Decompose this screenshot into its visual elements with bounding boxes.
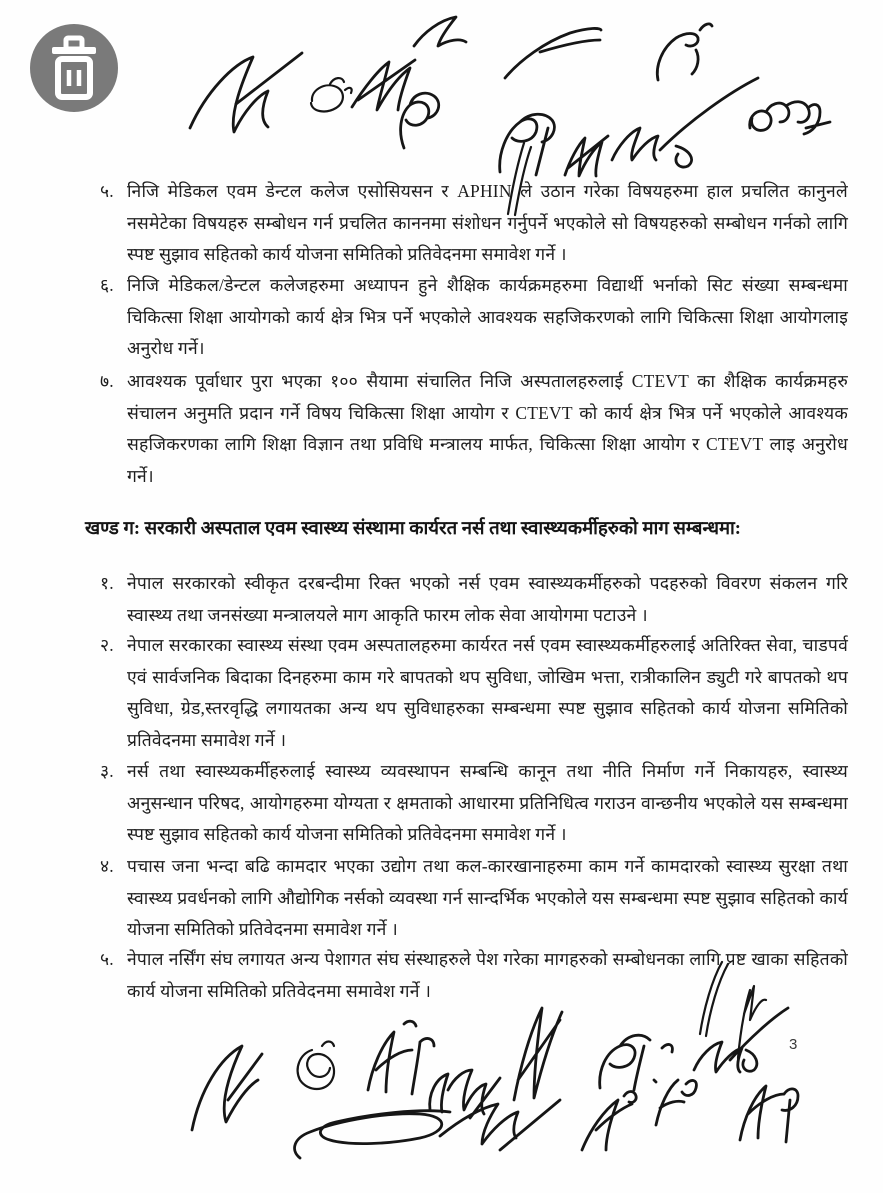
signature-mark: [500, 114, 555, 175]
item-marker: १.: [100, 573, 114, 593]
delete-button[interactable]: [30, 24, 118, 112]
signature-mark: [414, 17, 466, 46]
signature-mark: [311, 78, 352, 111]
signature-mark: [236, 53, 302, 104]
signature-mark: [192, 1046, 262, 1130]
signature-mark: [694, 1008, 788, 1072]
signature-mark: [295, 1100, 560, 1158]
item-text: नेपाल सरकारका स्वास्थ्य संस्था एवम अस्पतालहरुमा कार्यरत नर्स एवम स्वास्थ्यकर्मीहरुलाई अतिरिक्त सेवा, चाडपर्व एवं सार्वजनिक बिदाका दिनहरुमा काम गरे बापतको थप सुविधा, जोखिम भत्ता, रात्रीकालिन ड्युटी गरे बापतको थप सुविधा, ग्रेड,स्तरवृद्धि लगायतका अन्य थप सुविधाहरुका सम्बन्धमा स्पष्ट सुझाव सहितको कार्य योजना समितिको प्रतिवेदनमा समावेश गर्ने ।: [127, 635, 848, 750]
item-text: निजि मेडिकल एवम डेन्टल कलेज एसोसियसन र APHIN ले उठान गरेका विषयहरुमा हाल प्रचलित कानुनले नसमेटेका विषयहरु सम्बोधन गर्न प्रचलित काननमा संशोधन गर्नुपर्ने भएकोले सो विषयहरुको सम्बोधन गर्नको लागि स्पष्ट सुझाव सहितको कार्य योजना समितिको प्रतिवेदनमा समावेश गर्ने ।: [127, 181, 848, 265]
signature-mark: [740, 1086, 798, 1142]
list-item-b3: [100, 756, 848, 851]
item-marker: ४.: [100, 856, 114, 876]
signature-mark: [368, 1021, 434, 1094]
trash-icon: [30, 24, 118, 112]
item-text: नेपाल नर्सिंग संघ लगायत अन्य पेशागत संघ संस्थाहरुले पेश गरेका मागहरुको सम्बोधनका लागि प्रष्ट खाका सहितको कार्य योजना समितिको प्रतिवेदनमा समावेश गर्ने ।: [127, 949, 848, 1001]
list-item-a5: [100, 176, 848, 271]
section-heading: खण्ड ग: सरकारी अस्पताल एवम स्वास्थ्य संस्थामा कार्यरत नर्स तथा स्वास्थ्यकर्मीहरुको माग सम्बन्धमा:: [85, 519, 741, 539]
item-marker: ७.: [100, 371, 114, 391]
item-marker: २.: [100, 635, 114, 655]
signature-mark: [430, 1070, 500, 1118]
signature-mark: [600, 1035, 673, 1090]
signature-mark: [656, 1080, 696, 1125]
signature-mark: [352, 60, 415, 110]
list-item-b2: [100, 630, 848, 756]
signature-mark: [298, 1042, 334, 1090]
signature-mark: [505, 28, 601, 78]
item-text: आवश्यक पूर्वाधार पुरा भएका १०० सैयामा संचालित निजि अस्पतालहरुलाई CTEVT का शैक्षिक कार्यक्रमहरु संचालन अनुमति प्रदान गर्ने विषय चिकित्सा शिक्षा आयोग र CTEVT को कार्य क्षेत्र भित्र पर्ने भएकोले आवश्यक सहजिकरणका लागि शिक्षा विज्ञान तथा प्रविधि मन्त्रालय मार्फत, चिकित्सा शिक्षा आयोग र CTEVT लाइ अनुरोध गर्ने।: [127, 371, 848, 486]
signature-mark: [565, 136, 608, 176]
list-item-b1: [100, 568, 848, 631]
item-text: पचास जना भन्दा बढि कामदार भएका उद्योग तथा कल-कारखानाहरुमा काम गर्ने कामदारको स्वास्थ्य सुरक्षा तथा स्वास्थ्य प्रवर्धनको लागि औद्योगिक नर्सको व्यवस्था गर्न सान्दर्भिक भएकोले यस सम्बन्धमा स्पष्ट सुझाव सहितको कार्य योजना समितिको प्रतिवेदनमा समावेश गर्ने ।: [127, 856, 848, 940]
signature-mark: [612, 78, 758, 167]
item-text: निजि मेडिकल/डेन्टल कलेजहरुमा अध्यापन हुने शैक्षिक कार्यक्रमहरुमा विद्यार्थी भर्नाको सिट संख्या सम्बन्धमा चिकित्सा शिक्षा आयोगको कार्य क्षेत्र भित्र पर्ने भएकोले आवश्यक सहजिकरणको लागि चिकित्सा शिक्षा आयोगलाइ अनुरोध गर्ने।: [127, 275, 848, 359]
signature-mark: [750, 102, 830, 134]
item-text: नर्स तथा स्वास्थ्यकर्मीहरुलाई स्वास्थ्य व्यवस्थापन सम्बन्धि कानून तथा नीति निर्माण गर्ने निकायहरु, स्वास्थ्य अनुसन्धान परिषद, आयोगहरुमा योग्यता र क्षमताको आधारमा प्रतिनिधित्व गराउन वान्छनीय भएकोले यस सम्बन्धमा स्पष्ट सुझाव सहितको कार्य योजना समितिको प्रतिवेदनमा समावेश गर्ने ।: [127, 761, 848, 845]
list-item-a7: [100, 366, 848, 492]
signature-mark: [514, 1008, 562, 1100]
list-item-b4: [100, 851, 848, 946]
signature-mark: [190, 57, 268, 132]
item-marker: ५.: [100, 949, 114, 969]
list-item-a6: [100, 270, 848, 365]
item-marker: ६.: [100, 275, 114, 295]
item-marker: ५.: [100, 181, 114, 201]
page-number: 3: [789, 1036, 798, 1053]
signature-mark: [401, 93, 439, 148]
signature-mark: [657, 24, 712, 80]
list-item-b5: [100, 944, 848, 1007]
item-text: नेपाल सरकारको स्वीकृत दरबन्दीमा रिक्त भएको नर्स एवम स्वास्थ्यकर्मीहरुको पदहरुको विवरण संकलन गरि स्वास्थ्य तथा जनसंख्या मन्त्रालयले माग आकृति फारम लोक सेवा आयोगमा पटाउने ।: [127, 573, 848, 625]
item-marker: ३.: [100, 761, 114, 781]
signature-mark: [582, 1092, 636, 1151]
